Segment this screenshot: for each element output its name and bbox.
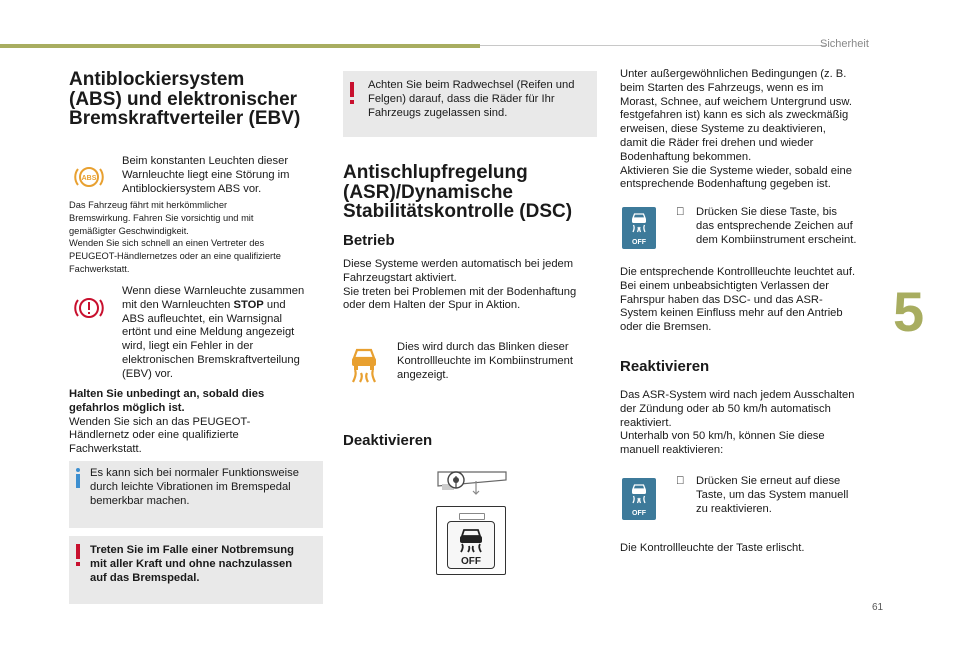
off-label: OFF: [632, 239, 646, 246]
chapter-number: 5: [893, 280, 925, 343]
stop-line: Händlernetz oder eine qualifizierte: [69, 429, 239, 442]
info-text: [90, 467, 299, 508]
ebv-line: ertönt und eine Meldung angezeigt: [122, 326, 295, 339]
p1-line: Morast, Schnee, auf weichem Untergrund usw.: [620, 95, 852, 108]
asr-title-line: (ASR)/Dynamische: [343, 181, 513, 203]
p3-line: Das ASR-System wird nach jedem Ausschalten: [620, 389, 855, 401]
warning-exclamation-icon: [350, 82, 354, 104]
warning-line: auf das Bremspedal.: [90, 571, 200, 584]
abs-light-text: [122, 155, 289, 196]
press2-line-text: Drücken Sie erneut auf diese: [696, 475, 841, 487]
asr-title-line: Stabilitätskontrolle (DSC): [343, 201, 573, 222]
stop-line: Wenden Sie sich an das PEUGEOT-: [69, 415, 251, 428]
abs-title-line3: Bremskraftverteiler (EBV): [69, 108, 301, 129]
p3-line: Unterhalb von 50 km/h, können Sie diese: [620, 430, 825, 443]
p2-line: oder die Bremsen.: [620, 321, 712, 334]
tire-warning-box: [343, 71, 597, 137]
small-line: Das Fahrzeug fährt mit herkömmlicher: [69, 200, 228, 210]
asr-off-button-icon[interactable]: [622, 478, 656, 520]
small-line: PEUGEOT-Händlernetzes oder an eine qualifizierte: [69, 251, 281, 262]
press-line: dem Kombiinstrument erscheint.: [696, 233, 857, 246]
betrieb-line: Fahrzeugstart aktiviert.: [343, 271, 457, 284]
press2-line: [676, 475, 848, 489]
press2-text: [676, 475, 848, 516]
tire-warning-line: Achten Sie beim Radwechsel (Reifen und: [368, 79, 575, 91]
p1-line: Bodenhaftung bekommen.: [620, 150, 752, 163]
reaktivieren-heading: Reaktivieren: [620, 358, 710, 375]
press-text: [676, 206, 856, 247]
info-box: [69, 461, 323, 528]
small-line: gemäßigter Geschwindigkeit.: [69, 225, 189, 236]
p1-line: damit die Räder frei drehen und wieder: [620, 136, 814, 149]
info-line: bemerkbar machen.: [90, 494, 190, 507]
right-paragraph-1: [620, 68, 852, 192]
p1-line: festgefahren ist) kann es sich als zweckmäßig: [620, 109, 849, 122]
ebv-line: elektronischen Bremskraftverteilung: [122, 353, 300, 366]
warning-line: mit aller Kraft und ohne nachzulassen: [90, 557, 293, 570]
asr-title: [343, 163, 572, 222]
betrieb-text: [343, 258, 576, 313]
blink-line: angezeigt.: [397, 368, 449, 381]
skid-warning-icon: [347, 344, 381, 384]
blink-line: Kontrollleuchte im Kombiinstrument: [397, 354, 573, 367]
deaktivieren-heading: Deaktivieren: [343, 432, 433, 449]
right-paragraph-2: [620, 266, 855, 335]
brake-warning-icon: [74, 296, 104, 320]
press-line-text: Drücken Sie diese Taste, bis: [696, 206, 837, 218]
ebv-line: ABS aufleuchtet, ein Warnsignal: [122, 312, 283, 325]
button-face: [447, 521, 495, 569]
abs-light-line: Warnleuchte liegt eine Störung im: [122, 168, 290, 181]
header-accent-bar: [0, 44, 480, 48]
right-paragraph-3: [620, 389, 854, 458]
p1-line: entsprechende Bodenhaftung gegeben ist.: [620, 178, 831, 191]
press2-line: zu reaktivieren.: [696, 502, 772, 515]
press2-line: Taste, um das System manuell: [696, 488, 849, 501]
p2-line: Die entsprechende Kontrollleuchte leuchtet auf.: [620, 266, 856, 278]
right-paragraph-4: Die Kontrollleuchte der Taste erlischt.: [620, 542, 805, 554]
p1-line: Unter außergewöhnlichen Bedingungen (z. B.: [620, 68, 847, 80]
abs-title: [69, 70, 300, 129]
button-slot: [459, 513, 485, 520]
ebv-line: (EBV) vor.: [122, 367, 173, 380]
abs-title-line1: Antiblockiersystem: [69, 69, 245, 90]
betrieb-line: oder dem Halten der Spur in Aktion.: [343, 299, 521, 312]
p3-line: reaktiviert.: [620, 416, 672, 429]
warning-exclamation-icon: [76, 544, 80, 566]
ebv-line: wird, liegt ein Fehler in der: [122, 340, 254, 353]
p3-line: manuell reaktivieren:: [620, 444, 724, 457]
info-icon: [76, 468, 80, 488]
small-line: Bremswirkung. Fahren Sie vorsichtig und mit: [69, 212, 254, 223]
dashboard-illustration: [436, 466, 508, 496]
betrieb-heading: Betrieb: [343, 232, 395, 249]
warning-box: [69, 536, 323, 604]
p1-line: erweisen, diese Systeme zu deaktivieren,: [620, 123, 826, 136]
asr-off-button-icon[interactable]: [622, 207, 656, 249]
stop-line: gefahrlos möglich ist.: [69, 401, 185, 414]
ebv-text-part: mit den Warnleuchten: [122, 298, 234, 311]
betrieb-line: Sie treten bei Problemen mit der Bodenhaftung: [343, 285, 577, 298]
stop-label: STOP: [233, 298, 264, 311]
off-label: OFF: [461, 556, 481, 567]
press-line: [676, 206, 856, 220]
abs-light-line: Beim konstanten Leuchten dieser: [122, 155, 289, 167]
ebv-line: [122, 299, 304, 313]
p2-line: System keinen Einfluss mehr auf den Antrieb: [620, 307, 843, 320]
press-line: das entsprechende Zeichen auf: [696, 219, 853, 232]
abs-small-text: [69, 199, 281, 276]
asr-off-button[interactable]: [436, 506, 506, 575]
warning-text: [90, 544, 294, 585]
page-number: 61: [872, 602, 884, 613]
tire-warning-text: [368, 79, 574, 120]
p3-line: der Zündung oder ab 50 km/h automatisch: [620, 402, 831, 415]
tire-warning-line: Fahrzeugs zugelassen sind.: [368, 106, 508, 119]
info-line: durch leichte Vibrationen im Bremspedal: [90, 480, 291, 493]
p2-line: Bei einem unbeabsichtigten Verlassen der: [620, 279, 829, 292]
tire-warning-line: Felgen) darauf, dass die Räder für Ihr: [368, 92, 555, 105]
bullet-icon: [676, 475, 696, 489]
warning-line: Treten Sie im Falle einer Notbremsung: [90, 544, 294, 556]
p1-line: Aktivieren Sie die Systeme wieder, sobald eine: [620, 164, 852, 177]
abs-light-line: Antiblockiersystem ABS vor.: [122, 182, 262, 195]
ebv-text: [122, 285, 304, 382]
abs-icon-label: ABS: [81, 175, 97, 182]
blink-text: [397, 341, 573, 382]
p1-line: beim Starten des Fahrzeugs, wenn es im: [620, 81, 824, 94]
bullet-icon: [676, 206, 696, 220]
abs-title-line2: (ABS) und elektronischer: [69, 88, 298, 110]
off-label: OFF: [632, 510, 646, 517]
info-line: Es kann sich bei normaler Funktionsweise: [90, 467, 299, 479]
stop-instructions: [69, 388, 264, 457]
header-divider: [480, 45, 827, 46]
betrieb-line: Diese Systeme werden automatisch bei jedem: [343, 258, 574, 270]
asr-title-line: Antischlupfregelung: [343, 162, 528, 183]
stop-line: Halten Sie unbedingt an, sobald dies: [69, 388, 265, 400]
blink-line: Dies wird durch das Blinken dieser: [397, 341, 569, 353]
ebv-text-part: und: [263, 298, 286, 311]
skid-off-icon: [448, 522, 494, 568]
small-line: Fachwerkstatt.: [69, 263, 130, 274]
p2-line: Fahrspur haben das DSC- und das ASR-: [620, 293, 823, 306]
stop-line: Fachwerkstatt.: [69, 443, 142, 456]
ebv-line: Wenn diese Warnleuchte zusammen: [122, 285, 305, 297]
abs-warning-icon: [74, 165, 104, 189]
small-line: Wenden Sie sich schnell an einen Vertreter des: [69, 238, 265, 249]
section-title: Sicherheit: [820, 38, 869, 50]
